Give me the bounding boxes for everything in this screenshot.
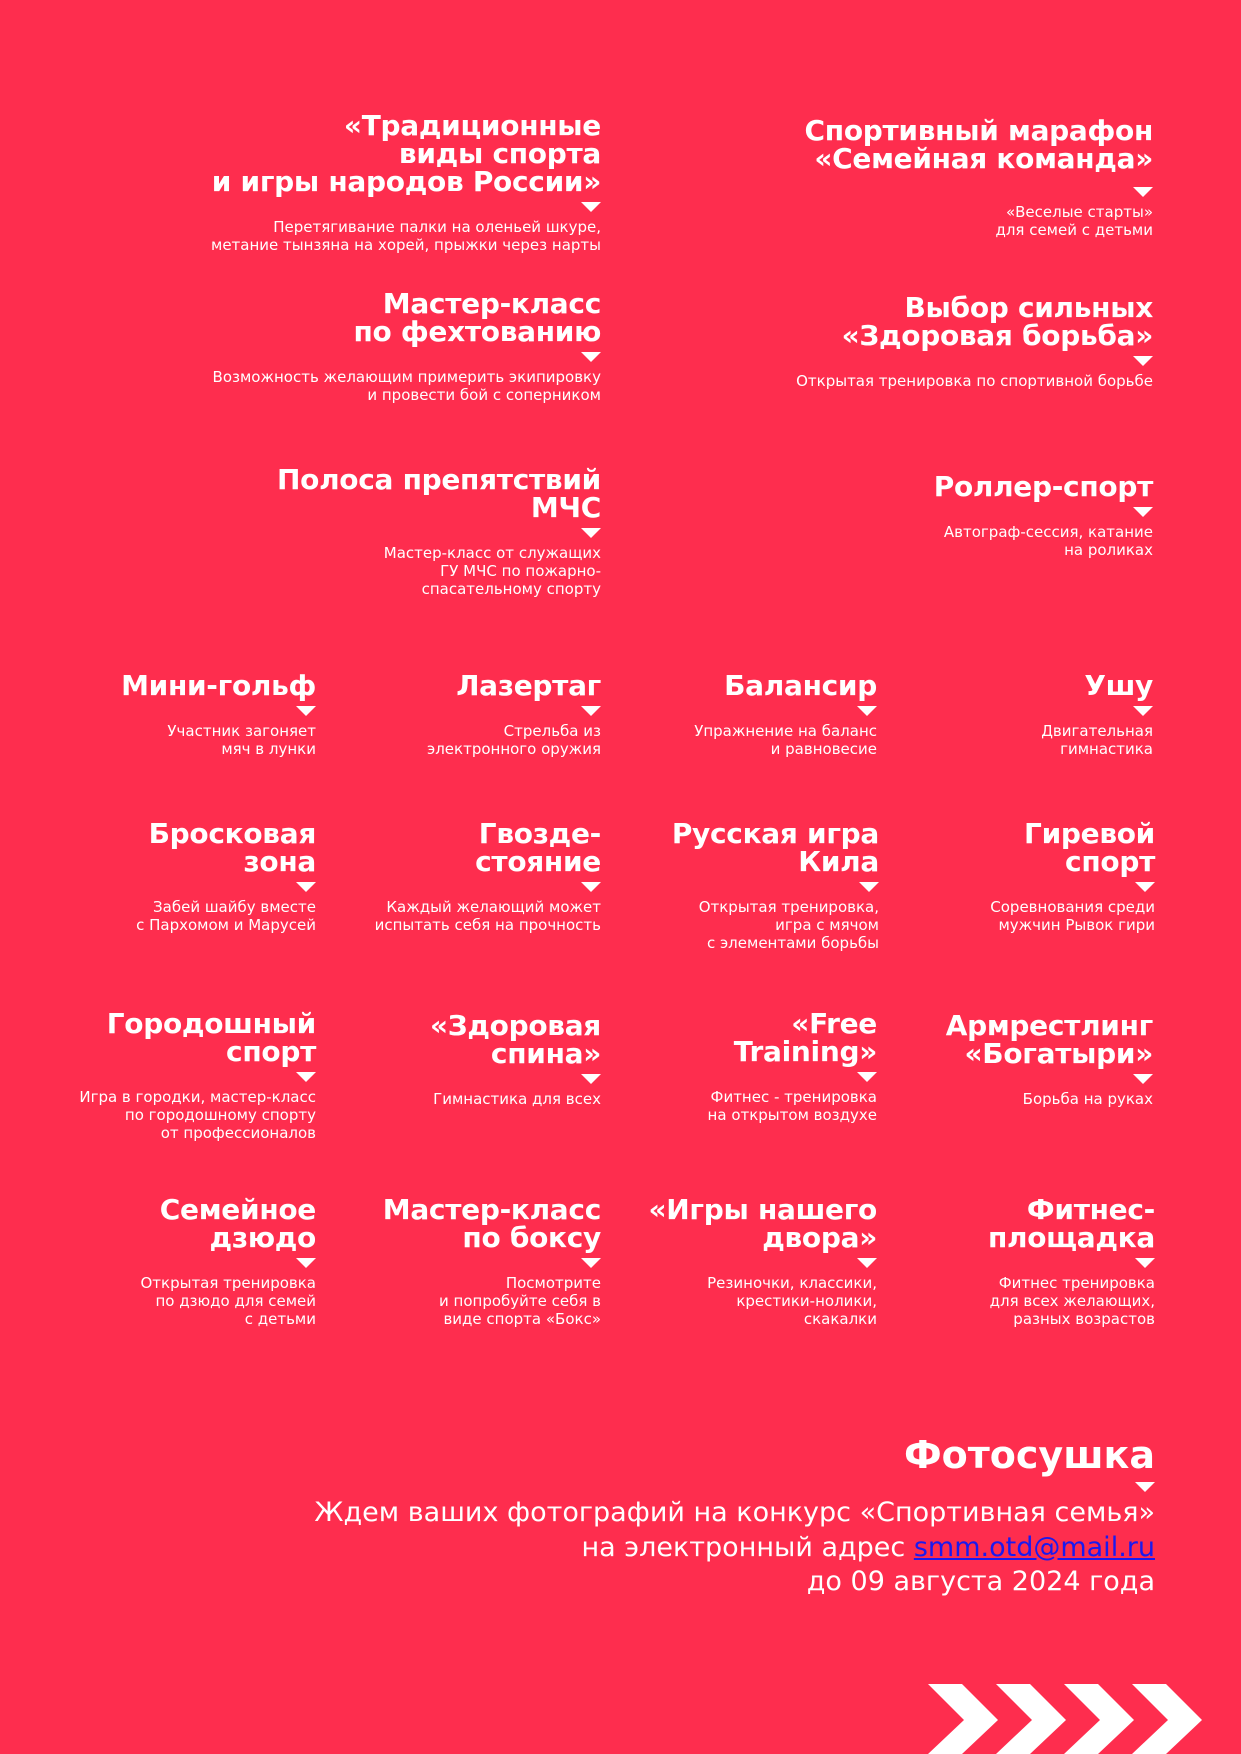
event-title: «Здоровая спина» bbox=[429, 1009, 601, 1070]
event-description: Упражнение на баланс и равновесие bbox=[694, 722, 877, 758]
photo-contest bbox=[314, 1433, 1155, 1600]
triangle-down-icon bbox=[581, 528, 601, 538]
event-title: Семейное дзюдо bbox=[159, 1193, 316, 1254]
chevron-arrows-decoration bbox=[920, 1684, 1220, 1754]
email-link[interactable]: smm.otd@mail.ru bbox=[913, 1531, 1155, 1563]
triangle-down-icon bbox=[1135, 1482, 1155, 1492]
event-description: Соревнования среди мужчин Рывок гири bbox=[990, 898, 1155, 934]
event-obstacle-course bbox=[277, 463, 601, 598]
event-kettlebell bbox=[990, 817, 1155, 934]
event-title: Полоса препятствий МЧС bbox=[277, 463, 601, 524]
triangle-down-icon bbox=[1133, 187, 1153, 197]
event-title: Гиревой спорт bbox=[1024, 817, 1155, 878]
event-title: Фитнес- площадка bbox=[987, 1193, 1155, 1254]
photo-contest-line-3: до 09 августа 2024 года bbox=[806, 1566, 1155, 1598]
event-boxing bbox=[382, 1193, 601, 1328]
event-fencing bbox=[212, 287, 601, 404]
triangle-down-icon bbox=[581, 352, 601, 362]
triangle-down-icon bbox=[581, 1258, 601, 1268]
event-mini-golf bbox=[121, 669, 316, 758]
triangle-down-icon bbox=[581, 882, 601, 892]
event-wushu bbox=[1041, 669, 1153, 758]
event-description: Открытая тренировка по дзюдо для семей с детьми bbox=[140, 1274, 316, 1328]
triangle-down-icon bbox=[857, 706, 877, 716]
triangle-down-icon bbox=[1135, 882, 1155, 892]
chevron-right-icon bbox=[928, 1684, 998, 1754]
event-description: Перетягивание палки на оленьей шкуре, метание тынзяна на хорей, прыжки через нарты bbox=[211, 218, 601, 254]
triangle-down-icon bbox=[1133, 507, 1153, 517]
event-description: Забей шайбу вместе с Пархомом и Марусей bbox=[136, 898, 316, 934]
triangle-down-icon bbox=[296, 1072, 316, 1082]
chevron-right-icon bbox=[1064, 1684, 1134, 1754]
event-title: Мини-гольф bbox=[121, 669, 316, 702]
triangle-down-icon bbox=[859, 882, 879, 892]
event-traditional-sports bbox=[211, 109, 601, 254]
event-title: Роллер-спорт bbox=[933, 470, 1153, 503]
event-gorodki bbox=[79, 1007, 316, 1142]
event-title: Городошный спорт bbox=[106, 1007, 316, 1068]
event-title: «Free Training» bbox=[733, 1007, 877, 1068]
event-family-marathon bbox=[804, 114, 1153, 239]
event-description: Посмотрите и попробуйте себя в виде спорта «Бокс» bbox=[439, 1274, 601, 1328]
event-description: Резиночки, классики, крестики-нолики, скакалки bbox=[707, 1274, 877, 1328]
event-title: Бросковая зона bbox=[148, 817, 316, 878]
event-description: Каждый желающий может испытать себя на прочность bbox=[374, 898, 601, 934]
photo-contest-line-2 bbox=[314, 1531, 1155, 1566]
triangle-down-icon bbox=[581, 706, 601, 716]
event-description: Мастер-класс от служащих ГУ МЧС по пожарно- спасательному спорту bbox=[383, 544, 601, 598]
photo-contest-title: Фотосушка bbox=[903, 1433, 1155, 1477]
event-description: Возможность желающим примерить экипировку и провести бой с соперником bbox=[212, 368, 601, 404]
event-nail-standing bbox=[374, 817, 601, 934]
event-description: «Веселые старты» для семей с детьми bbox=[995, 203, 1153, 239]
triangle-down-icon bbox=[857, 1072, 877, 1082]
event-title: Мастер-класс по боксу bbox=[382, 1193, 601, 1254]
event-description: Игра в городки, мастер-класс по городошному спорту от профессионалов bbox=[79, 1088, 316, 1142]
event-description: Стрельба из электронного оружия bbox=[426, 722, 601, 758]
triangle-down-icon bbox=[1133, 1074, 1153, 1084]
triangle-down-icon bbox=[857, 1258, 877, 1268]
event-title: Спортивный марафон «Семейная команда» bbox=[804, 114, 1153, 175]
event-description: Двигательная гимнастика bbox=[1041, 722, 1153, 758]
event-family-judo bbox=[140, 1193, 316, 1328]
event-lasertag bbox=[426, 669, 601, 758]
event-title: Русская игра Кила bbox=[671, 817, 879, 878]
event-title: Балансир bbox=[724, 669, 877, 702]
event-title: Гвозде- стояние bbox=[475, 817, 601, 878]
triangle-down-icon bbox=[296, 882, 316, 892]
event-description: Фитнес тренировка для всех желающих, разных возрастов bbox=[989, 1274, 1155, 1328]
event-description: Фитнес - тренировка на открытом воздухе bbox=[707, 1088, 877, 1124]
chevron-right-icon bbox=[996, 1684, 1066, 1754]
event-title: «Традиционные виды спорта и игры народов России» bbox=[211, 109, 601, 198]
triangle-down-icon bbox=[296, 706, 316, 716]
event-title: Армрестлинг «Богатыри» bbox=[945, 1009, 1153, 1070]
event-free-training bbox=[707, 1007, 877, 1124]
event-description: Гимнастика для всех bbox=[433, 1090, 601, 1108]
event-description: Открытая тренировка, игра с мячом с элементами борьбы bbox=[698, 898, 879, 952]
event-description: Борьба на руках bbox=[1022, 1090, 1153, 1108]
event-balancer bbox=[694, 669, 877, 758]
event-fitness-area bbox=[987, 1193, 1155, 1328]
triangle-down-icon bbox=[1135, 1258, 1155, 1268]
event-title: «Игры нашего двора» bbox=[648, 1193, 877, 1254]
triangle-down-icon bbox=[581, 202, 601, 212]
photo-contest-email-prefix: на электронный адрес bbox=[581, 1531, 914, 1563]
chevron-right-icon bbox=[1132, 1684, 1202, 1754]
event-yard-games bbox=[648, 1193, 878, 1328]
event-roller-sport bbox=[933, 470, 1153, 559]
triangle-down-icon bbox=[1133, 356, 1153, 366]
triangle-down-icon bbox=[581, 1074, 601, 1084]
event-description: Участник загоняет мяч в лунки bbox=[167, 722, 316, 758]
event-description: Открытая тренировка по спортивной борьбе bbox=[796, 372, 1153, 390]
event-armwrestling bbox=[945, 1009, 1153, 1108]
event-title: Лазертаг bbox=[456, 669, 601, 702]
event-description: Автограф-сессия, катание на роликах bbox=[943, 523, 1153, 559]
event-title: Выбор сильных «Здоровая борьба» bbox=[841, 291, 1153, 352]
photo-contest-text bbox=[314, 1496, 1155, 1600]
event-title: Мастер-класс по фехтованию bbox=[353, 287, 601, 348]
triangle-down-icon bbox=[1133, 706, 1153, 716]
triangle-down-icon bbox=[296, 1258, 316, 1268]
photo-contest-line-1: Ждем ваших фотографий на конкурс «Спортивная семья» bbox=[314, 1497, 1155, 1528]
event-healthy-wrestling bbox=[796, 291, 1153, 390]
event-healthy-back bbox=[429, 1009, 601, 1108]
event-title: Ушу bbox=[1084, 669, 1153, 702]
event-kila bbox=[671, 817, 879, 952]
event-throwing-zone bbox=[136, 817, 316, 934]
